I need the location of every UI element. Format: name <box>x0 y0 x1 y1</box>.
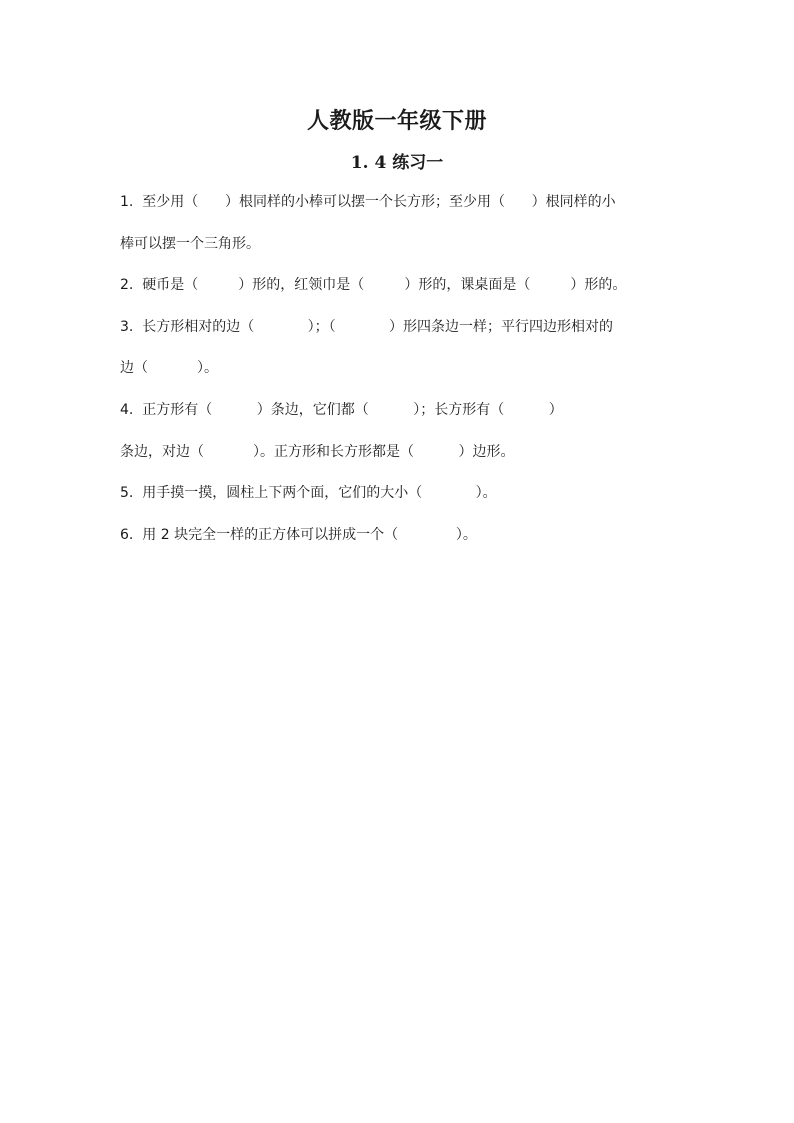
page-title: 人教版一年级下册 <box>306 109 487 134</box>
question-1-line-1: 1. 至少用（ ）根同样的小棒可以摆一个长方形；至少用（ ）根同样的小 <box>120 194 616 210</box>
question-5-line-1: 5. 用手摸一摸，圆柱上下两个面，它们的大小（ ）。 <box>120 485 497 501</box>
question-3-line-1: 3. 长方形相对的边（ ）；（ ）形四条边一样；平行四边形相对的 <box>120 319 614 335</box>
question-3-line-2: 边（ ）。 <box>120 360 218 376</box>
section-subtitle: 1. 4 练习一 <box>350 153 444 173</box>
question-6-line-1: 6. 用 2 块完全一样的正方体可以拼成一个（ ）。 <box>120 527 477 543</box>
question-2-line-1: 2. 硬币是（ ）形的，红领巾是（ ）形的，课桌面是（ ）形的。 <box>120 277 627 293</box>
question-4-line-2: 条边，对边（ ）。正方形和长方形都是（ ）边形。 <box>120 444 515 460</box>
question-1-line-2: 棒可以摆一个三角形。 <box>120 236 260 252</box>
question-4-line-1: 4. 正方形有（ ）条边，它们都（ ）；长方形有（ ） <box>120 402 563 418</box>
